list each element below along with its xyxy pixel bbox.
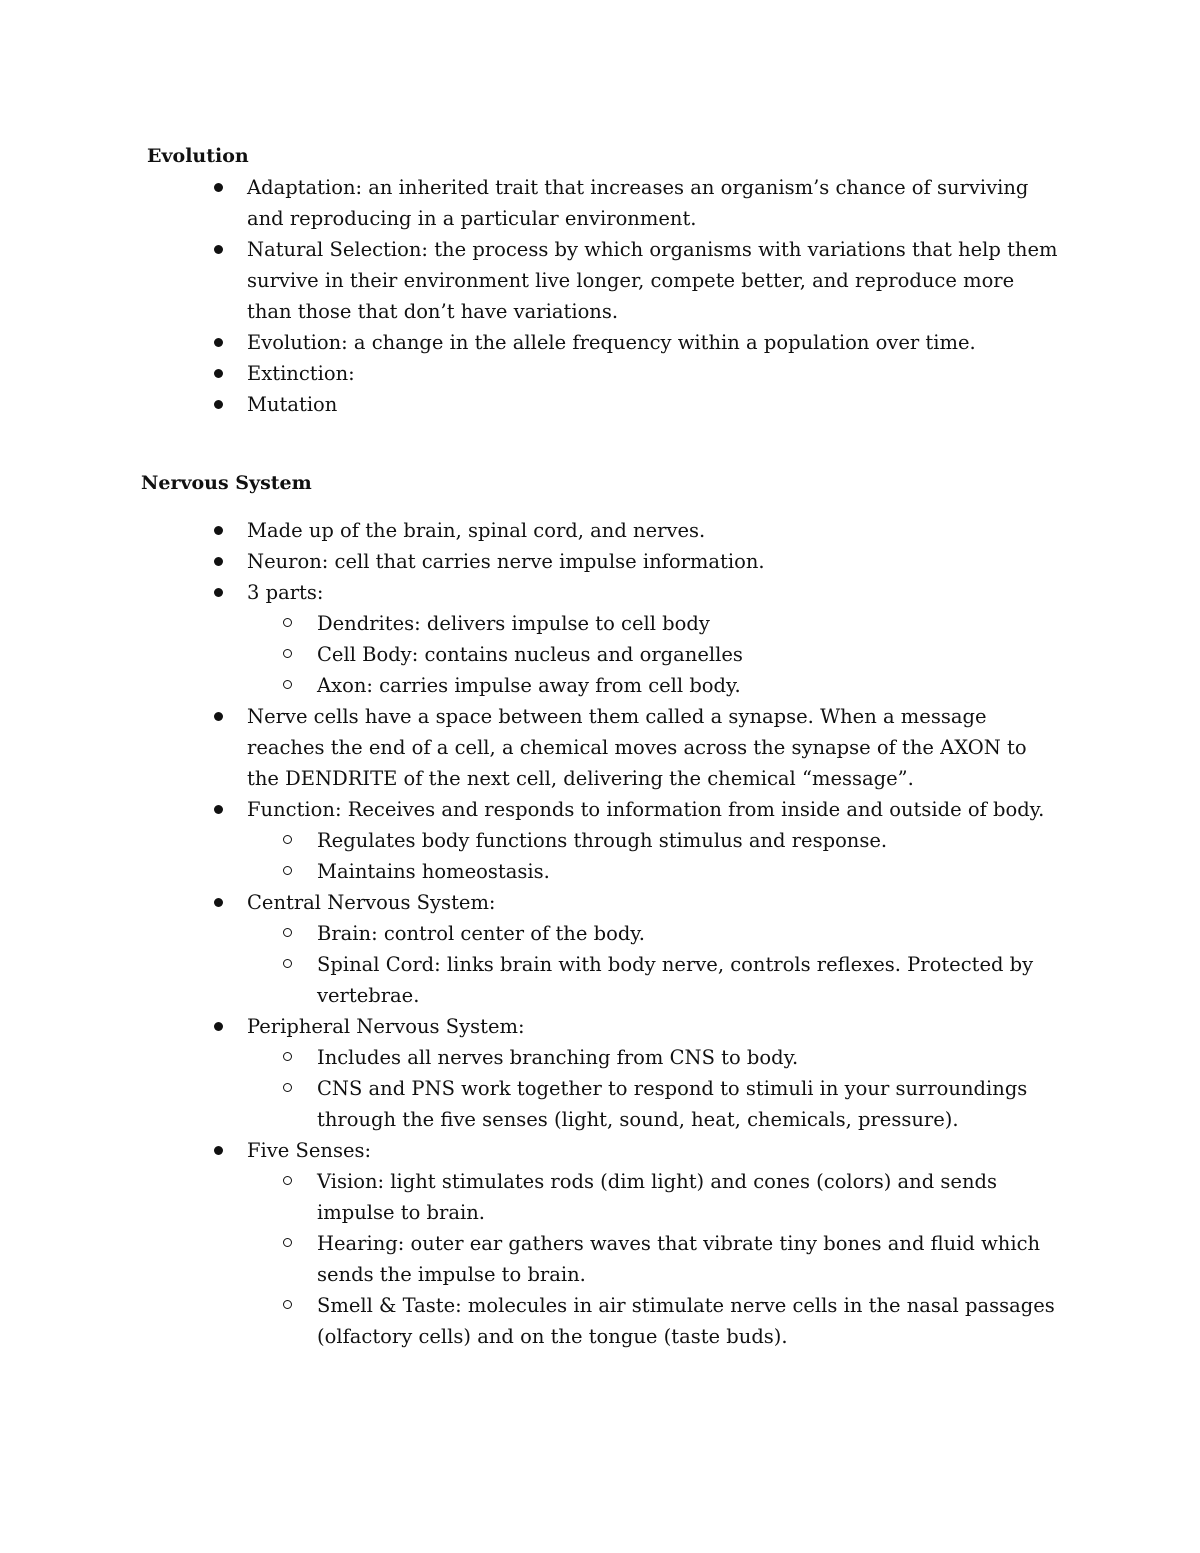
bullet-icon — [214, 369, 223, 378]
hollow-bullet-icon — [283, 1238, 292, 1247]
hollow-bullet-icon — [283, 618, 292, 627]
sub-list-item — [317, 639, 1062, 670]
list-item — [0, 327, 1200, 358]
sub-item-text: Cell Body: contains nucleus and organelles — [317, 643, 743, 666]
hollow-bullet-icon — [283, 959, 292, 968]
bullet-icon — [214, 183, 223, 192]
sub-item-text: Spinal Cord: links brain with body nerve, controls reflexes. Protected by vertebrae. — [317, 953, 1034, 1007]
hollow-bullet-icon — [283, 680, 292, 689]
item-text: Evolution: a change in the allele frequency within a population over time. — [247, 331, 976, 354]
sub-list-item — [317, 856, 1062, 887]
sub-list — [247, 918, 1062, 1011]
sub-list-item — [317, 1073, 1062, 1135]
sub-item-text: Smell & Taste: molecules in air stimulate nerve cells in the nasal passages (olfactory cells) and on the tongue (taste buds). — [317, 1294, 1055, 1348]
sub-item-text: Vision: light stimulates rods (dim light) and cones (colors) and sends impulse to brain. — [317, 1170, 998, 1224]
item-text: Function: Receives and responds to information from inside and outside of body. — [247, 798, 1045, 821]
list-item — [0, 389, 1200, 420]
item-text: Extinction: — [247, 362, 355, 385]
item-text: 3 parts: — [247, 581, 324, 604]
sub-list-item — [317, 1228, 1062, 1290]
list-item — [0, 234, 1200, 327]
sub-list-item — [317, 1042, 1062, 1073]
bullet-icon — [214, 1146, 223, 1155]
hollow-bullet-icon — [283, 866, 292, 875]
list-item — [0, 887, 1200, 1011]
section-title-evolution: Evolution — [147, 145, 249, 167]
sub-list-item — [317, 608, 1062, 639]
bullet-icon — [214, 338, 223, 347]
item-text: Central Nervous System: — [247, 891, 496, 914]
sub-list-item — [317, 670, 1062, 701]
item-text: Neuron: cell that carries nerve impulse information. — [247, 550, 765, 573]
list-item — [0, 577, 1200, 701]
hollow-bullet-icon — [283, 1300, 292, 1309]
hollow-bullet-icon — [283, 1176, 292, 1185]
sub-item-text: Includes all nerves branching from CNS to body. — [317, 1046, 799, 1069]
item-text: Adaptation: an inherited trait that increases an organism’s chance of surviving and reproducing in a particular environment. — [247, 176, 1029, 230]
list-item — [0, 1135, 1200, 1352]
evolution-list — [0, 172, 1200, 420]
hollow-bullet-icon — [283, 835, 292, 844]
list-item — [0, 794, 1200, 887]
bullet-icon — [214, 588, 223, 597]
section-title-nervous-system: Nervous System — [141, 472, 312, 494]
list-item — [0, 1011, 1200, 1135]
bullet-icon — [214, 400, 223, 409]
list-item — [0, 515, 1200, 546]
bullet-icon — [214, 805, 223, 814]
sub-item-text: Axon: carries impulse away from cell body. — [317, 674, 741, 697]
item-text: Mutation — [247, 393, 338, 416]
sub-list-item — [317, 1166, 1062, 1228]
item-text: Nerve cells have a space between them called a synapse. When a message reaches the end of a cell, a chemical moves across the synapse of the AXON to the DENDRITE of the next cell, delivering the chemical “message”. — [247, 705, 1027, 790]
sub-list — [247, 608, 1062, 701]
sub-item-text: Brain: control center of the body. — [317, 922, 645, 945]
list-item — [0, 546, 1200, 577]
bullet-icon — [214, 245, 223, 254]
sub-list-item — [317, 1290, 1062, 1352]
sub-list-item — [317, 918, 1062, 949]
sub-item-text: Hearing: outer ear gathers waves that vibrate tiny bones and fluid which sends the impulse to brain. — [317, 1232, 1041, 1286]
sub-item-text: Dendrites: delivers impulse to cell body — [317, 612, 710, 635]
item-text: Five Senses: — [247, 1139, 372, 1162]
sub-list — [247, 1042, 1062, 1135]
hollow-bullet-icon — [283, 1083, 292, 1092]
nervous-system-list — [0, 515, 1200, 1352]
list-item — [0, 701, 1200, 794]
sub-list-item — [317, 949, 1062, 1011]
bullet-icon — [214, 712, 223, 721]
sub-list — [247, 825, 1062, 887]
hollow-bullet-icon — [283, 1052, 292, 1061]
sub-list — [247, 1166, 1062, 1352]
sub-item-text: Maintains homeostasis. — [317, 860, 550, 883]
sub-item-text: CNS and PNS work together to respond to stimuli in your surroundings through the five senses (light, sound, heat, chemicals, pressure). — [317, 1077, 1028, 1131]
item-text: Natural Selection: the process by which organisms with variations that help them survive in their environment live longer, compete better, and reproduce more than those that don’t have variations. — [247, 238, 1058, 323]
list-item — [0, 358, 1200, 389]
bullet-icon — [214, 526, 223, 535]
sub-list-item — [317, 825, 1062, 856]
item-text: Peripheral Nervous System: — [247, 1015, 525, 1038]
hollow-bullet-icon — [283, 928, 292, 937]
bullet-icon — [214, 557, 223, 566]
sub-item-text: Regulates body functions through stimulus and response. — [317, 829, 888, 852]
list-item — [0, 172, 1200, 234]
bullet-icon — [214, 1022, 223, 1031]
bullet-icon — [214, 898, 223, 907]
hollow-bullet-icon — [283, 649, 292, 658]
item-text: Made up of the brain, spinal cord, and nerves. — [247, 519, 706, 542]
